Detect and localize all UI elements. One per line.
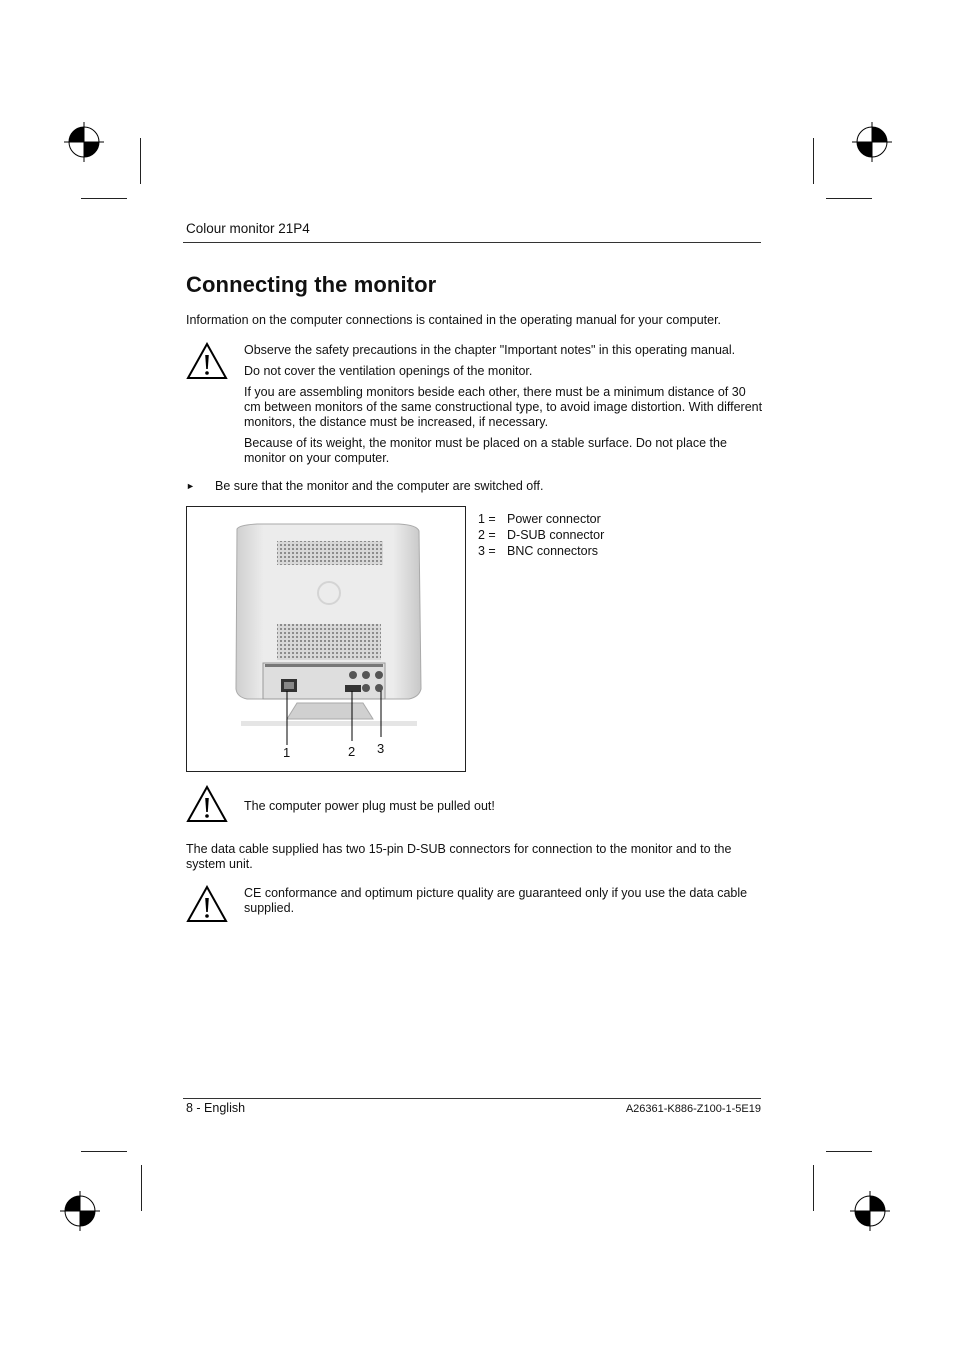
header-divider [183, 242, 761, 243]
crop-mark [81, 1151, 127, 1152]
legend-number: 1 = [478, 512, 496, 526]
crop-mark [141, 1165, 142, 1211]
page-number: 8 - English [186, 1101, 246, 1115]
registration-mark-top-left [64, 122, 104, 162]
ce-conformance-warning: CE conformance and optimum picture quality are guaranteed only if you use the data cable supplied. [244, 886, 748, 915]
safety-notes [244, 343, 764, 472]
crop-mark [813, 1165, 814, 1211]
registration-mark-bottom-left [60, 1191, 100, 1231]
note-ventilation: Do not cover the ventilation openings of the monitor. [244, 364, 533, 378]
step-text: Be sure that the monitor and the computer are switched off. [215, 479, 544, 493]
crop-mark [813, 138, 814, 184]
callout-label-2: 2 [348, 744, 356, 759]
footer-divider [183, 1098, 761, 1099]
crop-mark [140, 138, 141, 184]
note-distance: If you are assembling monitors beside each other, there must be a minimum distance of 30 cm between monitors of the same constructional type, to avoid image distortion. With different monitors, the distance must be increased, if necessary. [244, 385, 763, 429]
legend-number: 2 = [478, 528, 496, 542]
callout-label-1: 1 [283, 745, 291, 760]
crop-mark [826, 198, 872, 199]
callout-label-3: 3 [377, 741, 385, 756]
warning-icon [186, 785, 228, 823]
warning-icon [186, 342, 228, 380]
note-stable-surface: Because of its weight, the monitor must be placed on a stable surface. Do not place the monitor on your computer. [244, 436, 727, 465]
registration-mark-top-right [852, 122, 892, 162]
monitor-rear-illustration [187, 507, 465, 771]
monitor-rear-figure [186, 506, 466, 772]
note-safety-precautions: Observe the safety precautions in the chapter "Important notes" in this operating manual. [244, 343, 736, 357]
power-plug-warning: The computer power plug must be pulled out! [244, 799, 495, 813]
bullet-arrow-icon: ► [186, 481, 195, 491]
running-header: Colour monitor 21P4 [186, 221, 310, 236]
data-cable-paragraph: The data cable supplied has two 15-pin D-SUB connectors for connection to the monitor and to the system unit. [186, 842, 732, 871]
legend-label: Power connector [507, 512, 601, 526]
legend-label: BNC connectors [507, 544, 599, 558]
registration-mark-bottom-right [850, 1191, 890, 1231]
crop-mark [81, 198, 127, 199]
legend-number: 3 = [478, 544, 496, 558]
crop-mark [826, 1151, 872, 1152]
document-code: A26361-K886-Z100-1-5E19 [625, 1103, 761, 1115]
intro-paragraph: Information on the computer connections is contained in the operating manual for your computer. [186, 313, 722, 327]
legend-label: D-SUB connector [507, 528, 605, 542]
section-title: Connecting the monitor [186, 272, 437, 297]
warning-icon [186, 885, 228, 923]
